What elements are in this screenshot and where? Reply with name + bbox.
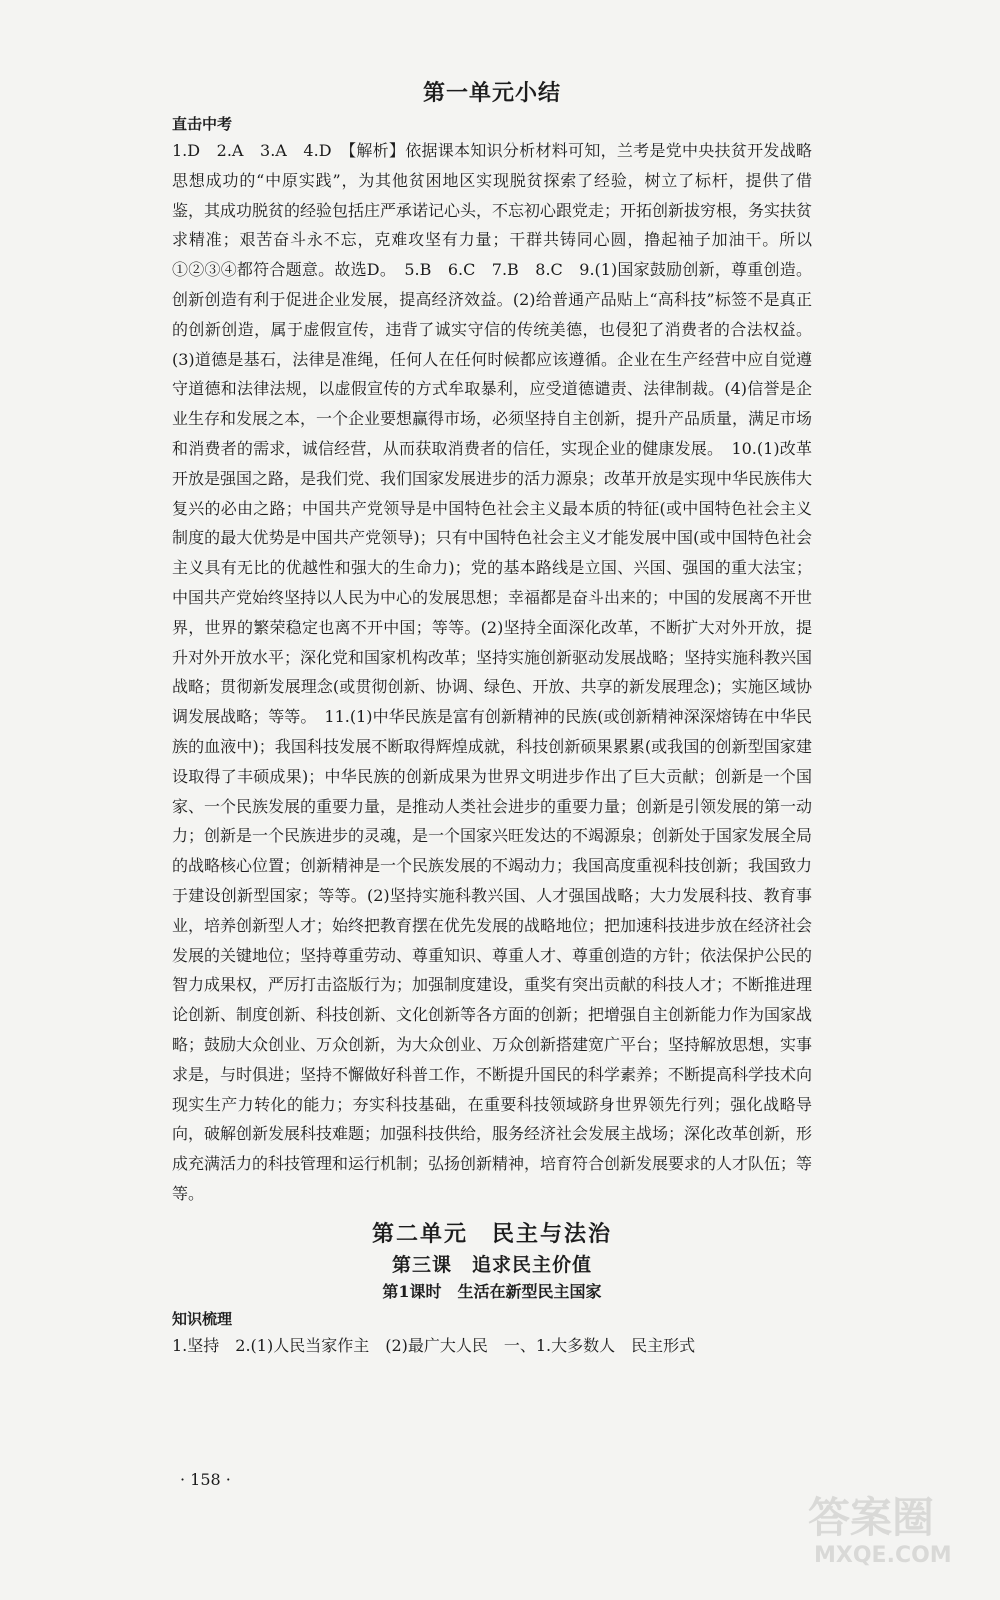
page-number: · 158 · [180, 1470, 231, 1489]
watermark-logo [800, 1480, 970, 1570]
unit2-title: 第二单元 民主与法治 [371, 1220, 612, 1247]
section-label-zhishi: 知识梳理 [172, 1309, 233, 1328]
unit2-answer-paragraph: 1.坚持 2.(1)人民当家作主 (2)最广大人民 一、1.大多数人 民主形式 [172, 1335, 696, 1355]
unit1-answer-paragraph: 1.D 2.A 3.A 4.D 【解析】依据课本知识分析材料可知，兰考是党中央扶贫开发战略思想成功的“中原实践”，为其他贫困地区实现脱贫探索了经验，树立了标杆，提供了借鉴，其成功脱贫的经验包括庄严承诺记心头，不忘初心跟党走；开拓创新拔穷根，务实扶贫求精准；艰苦奋斗永不忘，克难攻坚有力量；干群共铸同心圆，撸起袖子加油干。所以①②③④都符合题意。故选D。 5.B 6.C 7.B 8.C 9.(1)国家鼓励创新，尊重创造。创新创造有利于促进企业发展，提高经济效益。(2)给普通产品贴上“高科技”标签不是真正的创新创造，属于虚假宣传，违背了诚实守信的传统美德，也侵犯了消费者的合法权益。(3)道德是基石，法律是准绳，任何人在任何时候都应该遵循。企业在生产经营中应自觉遵守道德和法律法规，以虚假宣传的方式牟取暴利，应受道德谴责、法律制裁。(4)信誉是企业生存和发展之本，一个企业要想赢得市场，必须坚持自主创新，提升产品质量，满足市场和消费者的需求，诚信经营，从而获取消费者的信任，实现企业的健康发展。 10.(1)改革开放是强国之路，是我们党、我们国家发展进步的活力源泉；改革开放是实现中华民族伟大复兴的必由之路；中国共产党领导是中国特色社会主义最本质的特征(或中国特色社会主义制度的最大优势是中国共产党领导)；只有中国特色社会主义才能发展中国(或中国特色社会主义具有无比的优越性和强大的生命力)；党的基本路线是立国、兴国、强国的重大法宝；中国共产党始终坚持以人民为中心的发展思想；幸福都是奋斗出来的；中国的发展离不开世界，世界的繁荣稳定也离不开中国；等等。(2)坚持全面深化改革，不断扩大对外开放，提升对外开放水平；深化党和国家机构改革；坚持实施创新驱动发展战略；坚持实施科教兴国战略；贯彻新发展理念(或贯彻创新、协调、绿色、开放、共享的新发展理念)；实施区域协调发展战略；等等。 11.(1)中华民族是富有创新精神的民族(或创新精神深深熔铸在中华民族的血液中)；我国科技发展不断取得辉煌成就，科技创新硕果累累(或我国的创新型国家建设取得了丰硕成果)；中华民族的创新成果为世界文明进步作出了巨大贡献；创新是一个国家、一个民族发展的重要力量，是推动人类社会进步的重要力量；创新是引领发展的第一动力；创新是一个民族进步的灵魂，是一个国家兴旺发达的不竭源泉；创新处于国家发展全局的战略核心位置；创新精神是一个民族发展的不竭动力；我国高度重视科技创新；我国致力于建设创新型国家；等等。(2)坚持实施科教兴国、人才强国战略；大力发展科技、教育事业，培养创新型人才；始终把教育摆在优先发展的战略地位；把加速科技进步放在经济社会发展的关键地位；坚持尊重劳动、尊重知识、尊重人才、尊重创造的方针；依法保护公民的智力成果权，严厉打击盗版行为；加强制度建设，重奖有突出贡献的科技人才；不断推进理论创新、制度创新、科技创新、文化创新等各方面的创新；把增强自主创新能力作为国家战略；鼓励大众创业、万众创新，为大众创业、万众创新搭建宽广平台；坚持解放思想，实事求是，与时俱进；坚持不懈做好科普工作，不断提升国民的科学素养；不断提高科学技术向现实生产力转化的能力；夯实科技基础，在重要科技领域跻身世界领先行列；强化战略导向，破解创新发展科技难题；加强科技供给，服务经济社会发展主战场；深化改革创新，形成充满活力的科技管理和运行机制；弘扬创新精神，培育符合创新发展要求的人才队伍；等等。 [172, 141, 813, 1203]
watermark-sub-text: MXQE.COM [814, 1543, 952, 1568]
lesson3-title: 第三课 追求民主价值 [391, 1253, 592, 1276]
unit1-summary-title: 第一单元小结 [422, 80, 561, 106]
period1-title: 第1课时 生活在新型民主国家 [382, 1281, 602, 1301]
section-label-zhiji: 直击中考 [172, 115, 233, 133]
page-content [172, 70, 812, 1360]
watermark-main-text: 答案圈 [808, 1493, 935, 1542]
